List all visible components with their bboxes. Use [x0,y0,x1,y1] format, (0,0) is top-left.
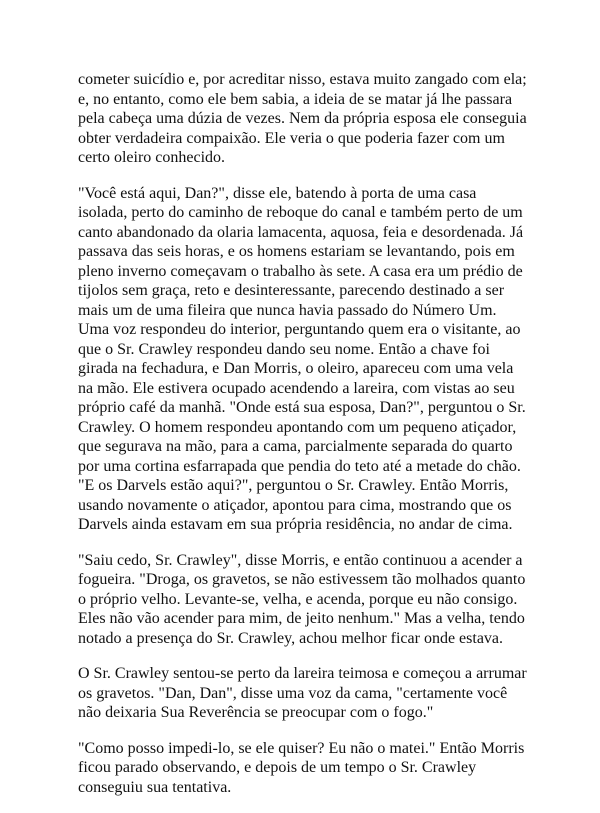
paragraph-2: "Você está aqui, Dan?", disse ele, batendo à porta de uma casa isolada, perto do caminho de reboque do canal e também perto de um canto abandonado da olaria lamacenta, aquosa, feia e desordenada. Já passava das seis horas, e os homens estariam se levantando, pois em pleno inverno começavam o trabalho às sete. A casa era um prédio de tijolos sem graça, reto e desinteressante, parecendo destinado a ser mais um de uma fileira que nunca havia passado do Número Um. Uma voz respondeu do interior, perguntando quem era o visitante, ao que o Sr. Crawley respondeu dando seu nome. Então a chave foi girada na fechadura, e Dan Morris, o oleiro, apareceu com uma vela na mão. Ele estivera ocupado acendendo a lareira, com vistas ao seu próprio café da manhã. "Onde está sua esposa, Dan?", perguntou o Sr. Crawley. O homem respondeu apontando com um pequeno atiçador, que segurava na mão, para a cama, parcialmente separada do quarto por uma cortina esfarrapada que pendia do teto até a metade do chão. "E os Darvels estão aqui?", perguntou o Sr. Crawley. Então Morris, usando novamente o atiçador, apontou para cima, mostrando que os Darvels ainda estavam em sua própria residência, no andar de cima. [78,184,526,533]
paragraph-4: O Sr. Crawley sentou-se perto da lareira teimosa e começou a arrumar os gravetos. "Dan, Dan", disse uma voz da cama, "certamente você não deixaria Sua Reverência se preocupar com o fogo." [78,665,527,721]
paragraph-1: cometer suicídio e, por acreditar nisso, estava muito zangado com ela; e, no entanto, como ele bem sabia, a ideia de se matar já lhe passara pela cabeça uma dúzia de vezes. Nem da própria esposa ele conseguia obter verdadeira compaixão. Ele veria o que poderia fazer com um certo oleiro conhecido. [78,71,527,166]
paragraph-5: "Como posso impedi-lo, se ele quiser? Eu não o matei." Então Morris ficou parado observando, e depois de um tempo o Sr. Crawley conseguiu sua tentativa. [78,739,525,796]
document-page [78,70,528,813]
paragraph-3: "Saiu cedo, Sr. Crawley", disse Morris, e então continuou a acender a fogueira. "Droga, os gravetos, se não estivessem tão molhados quanto o próprio velho. Levante-se, velha, e acenda, porque eu não consigo. Eles não vão acender para mim, de jeito nenhum." Mas a velha, tendo notado a presença do Sr. Crawley, achou melhor ficar onde estava. [78,551,526,647]
